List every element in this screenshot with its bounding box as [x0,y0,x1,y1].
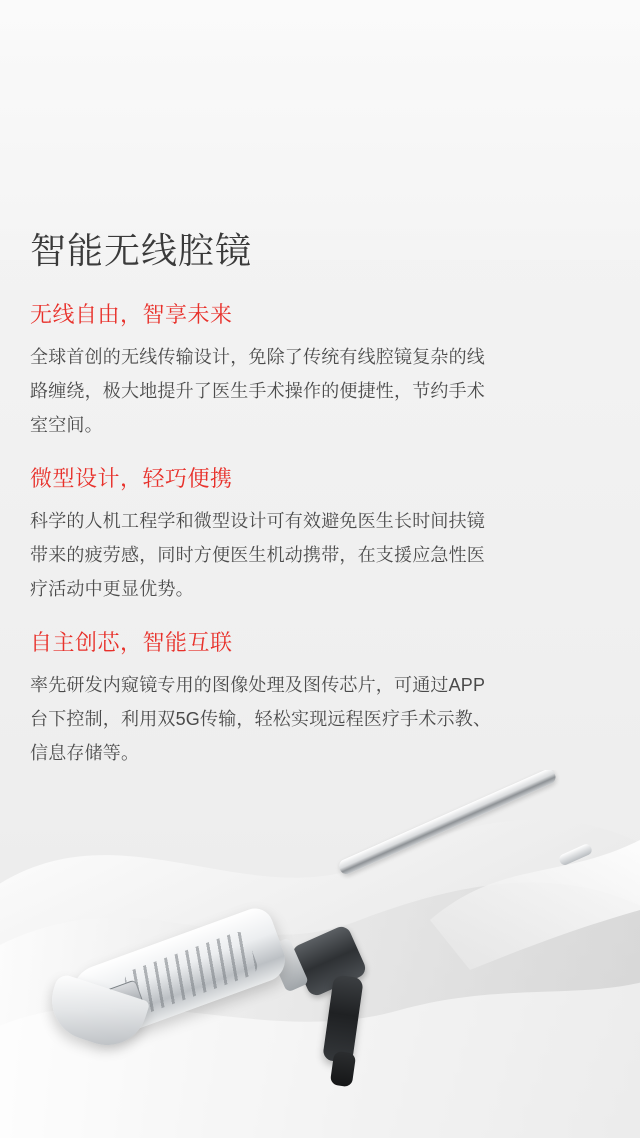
feature-section-3 [30,628,500,770]
endoscope-device [40,790,600,1120]
feature-title-3: 自主创芯，智能互联 [30,630,233,655]
feature-body-1: 全球首创的无线传输设计，免除了传统有线腔镜复杂的线路缠绕，极大地提升了医生手术操作的便捷性，节约手术室空间。 [30,347,485,435]
feature-section-2 [30,464,500,606]
endoscope-shaft-tip [558,843,594,867]
feature-title-1: 无线自由，智享未来 [30,302,233,327]
feature-title-2: 微型设计，轻巧便携 [30,466,233,491]
product-illustration [0,770,640,1138]
feature-body-3: 率先研发内窥镜专用的图像处理及图传芯片，可通过APP台下控制，利用双5G传输，轻松实现远程医疗手术示教、信息存储等。 [30,675,492,763]
page-title: 智能无线腔镜 [30,230,253,271]
top-background-glow [0,0,640,260]
endoscope-cable-tip [330,1051,357,1088]
feature-body-2: 科学的人机工程学和微型设计可有效避免医生长时间扶镜带来的疲劳感，同时方便医生机动携带，在支援应急性医疗活动中更显优势。 [30,511,485,599]
text-content-block [30,228,500,792]
feature-section-1 [30,300,500,442]
